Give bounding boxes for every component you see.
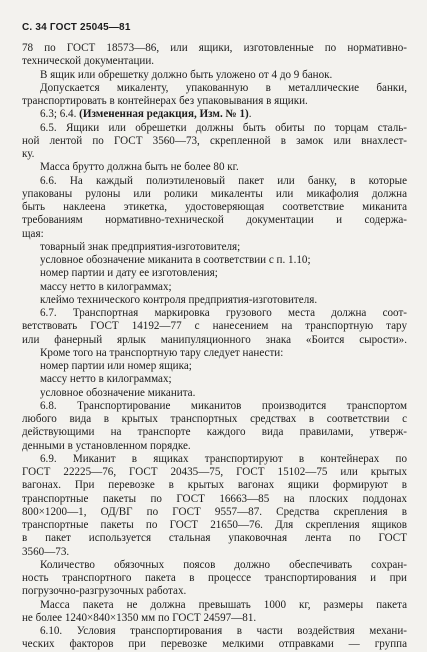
text-line: Количество обязочных поясов должно обеспечивать сохран- (40, 558, 407, 571)
text-line: погрузочно-разгрузочных работах. (22, 585, 187, 598)
document-body (22, 42, 407, 652)
text-line: В ящик или обрешетку должно быть уложено от 4 до 9 банок. (40, 68, 333, 81)
text-line: 78 по ГОСТ 18573—86, или ящики, изготовленные по нормативно- (22, 42, 407, 54)
text-line: вагонах. При перевозке в крытых вагонах ящики формируют в (22, 479, 407, 492)
text-line: 800×1200—1, ОД/ВГ по ГОСТ 9557—87. Средства скрепления в (22, 505, 407, 518)
amendment-note: (Измененная редакция, Изм. № 1) (79, 108, 249, 121)
text-line: 6.8. Транспортирование миканитов производится транспортом (40, 399, 407, 412)
text-line: номер партии и дату ее изготовления; (40, 267, 218, 280)
text-line: любого вида в крытых транспортных средствах в соответствии с (22, 413, 407, 425)
text-line: не более 1240×840×1350 мм по ГОСТ 24597—81. (22, 611, 257, 624)
text-line: 6.5. Ящики или обрешетки должны быть обиты по торцам сталь- (40, 121, 407, 134)
text-line: массу нетто в килограммах; (40, 280, 172, 293)
text-line: транспортировать в контейнерах без упаковывания в ящики. (22, 95, 308, 107)
text-line: денными в установленном порядке. (22, 439, 191, 452)
text-line: товарный знак предприятия-изготовителя; (40, 240, 241, 253)
text-line: быть наклеена этикетка, удостоверяющая соответствие миканита (22, 201, 407, 213)
text-line: Допускается микаленту, упакованную в металлические банки, (40, 81, 407, 94)
text-line: транспортные пакеты по ГОСТ 21650—76. Для скрепления ящиков (22, 519, 407, 531)
text-line: 6.10. Условия транспортирования в части воздействия механи- (40, 625, 407, 637)
page-header: С. 34 ГОСТ 25045—81 (22, 22, 131, 33)
text-line: ку. (22, 148, 35, 160)
text-line: щая: (22, 227, 44, 240)
text-line: Масса пакета не должна превышать 1000 кг, размеры пакета (40, 598, 407, 611)
text-line: ветствовать ГОСТ 14192—77 с нанесением на транспортную тару (22, 320, 407, 333)
text-line: клеймо технического контроля предприятия-изготовителя. (40, 293, 318, 306)
text-line: условное обозначение миканита в соответствии с п. 1.10; (40, 254, 311, 266)
text-line: технической документации. (22, 55, 155, 68)
text-line: ГОСТ 22225—76, ГОСТ 20435—75, ГОСТ 15102—75 или крытых (22, 466, 407, 478)
text-line: в пакет используется стальная упаковочная лента по ГОСТ (22, 532, 407, 545)
text-line: 6.6. На каждый полиэтиленовый пакет или банку, в которые (40, 174, 407, 187)
text-line: или фанерный ярлык манипуляционного знака «Боится сырости». (22, 333, 407, 346)
text-line: ность транспортного пакета в процессе транспортирования и при (22, 572, 407, 584)
text-line: 6.7. Транспортная маркировка грузового места должна соот- (40, 307, 407, 319)
text-line: Кроме того на транспортную тару следует нанести: (40, 346, 284, 359)
text-line: Масса брутто должна быть не более 80 кг. (40, 161, 239, 174)
text-line: действующими на транспорте каждого вида правилами, утверж- (22, 426, 407, 439)
text-line: упакованы рулоны или ролики микаленты или микафолия должна (22, 187, 407, 200)
text-line: ной лентой по ГОСТ 3560—73, скрепленной в замок или внахлест- (22, 134, 407, 147)
text-line: номер партии или номер ящика; (40, 360, 192, 372)
text-line: требованиям нормативно-технической документации и содержа- (22, 214, 407, 227)
text-line: 3560—73. (22, 545, 70, 558)
text-line: 6.9. Миканит в ящиках транспортируют в контейнерах по (40, 452, 407, 465)
text-line: 6.3; 6.4. (Измененная редакция, Изм. № 1). (40, 108, 252, 121)
text-line: массу нетто в килограммах; (40, 373, 172, 386)
text-line: транспортные пакеты по ГОСТ 16663—85 на плоских поддонах (22, 492, 407, 505)
text-line: условное обозначение миканита. (40, 386, 196, 399)
text-line: ческих факторов при перевозке мелкими отправками — группа (22, 638, 407, 651)
